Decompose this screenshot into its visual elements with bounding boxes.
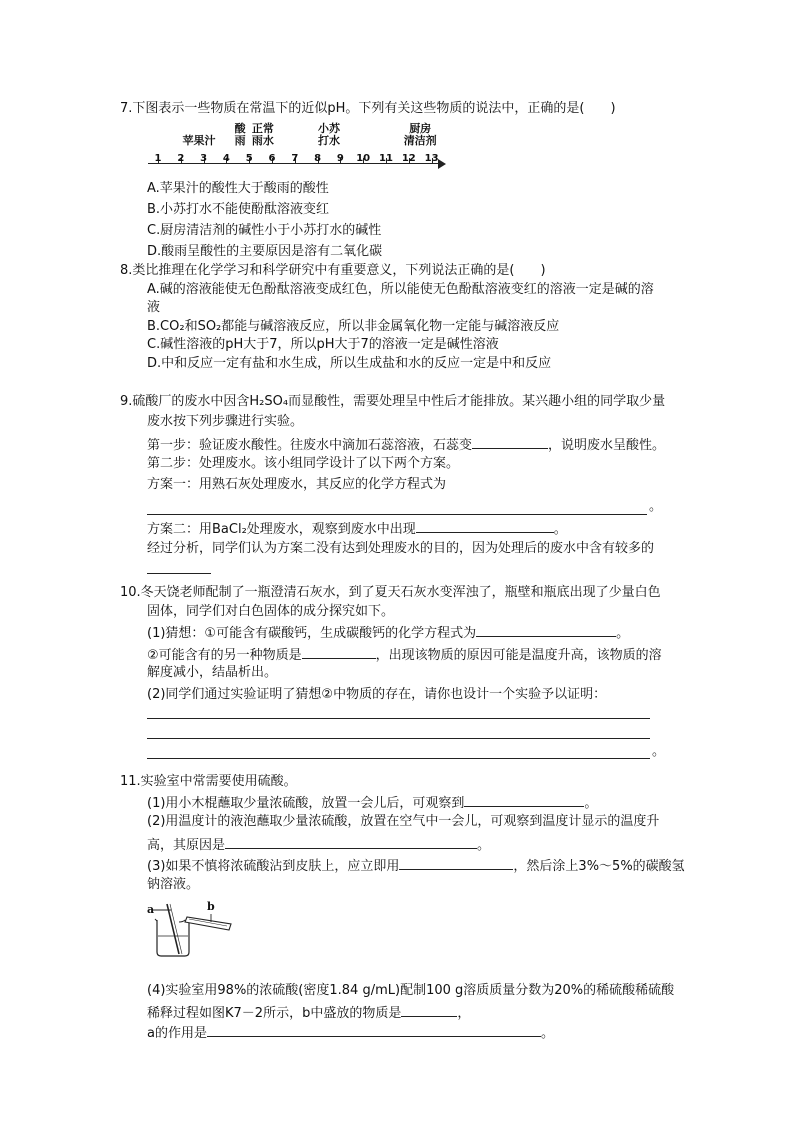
ph-number-2: 2 — [177, 153, 185, 164]
q10-line-1: 10.冬天饶老师配制了一瓶澄清石灰水，到了夏天石灰水变浑浊了，瓶壁和瓶底出现了少量白色 — [120, 585, 661, 600]
q10-answer-line-1[interactable] — [147, 718, 650, 719]
q7-option-a[interactable]: A.苹果汁的酸性大于酸雨的酸性 — [147, 181, 329, 196]
q11-part3-text: (3)如果不慎将浓硫酸沾到皮肤上，应立即用 — [147, 859, 400, 874]
q11-part2-text: 高，其原因是 — [147, 838, 226, 853]
q9-blank-observation[interactable] — [416, 518, 554, 533]
q9-blank-equation[interactable] — [147, 514, 647, 515]
ph-number-3: 3 — [200, 153, 208, 164]
q11-line-9 — [147, 1022, 554, 1043]
ph-number-12: 12 — [401, 153, 416, 164]
q10-guess2-text: ②可能含有的另一种物质是 — [147, 648, 302, 663]
beaker-icon — [157, 920, 189, 956]
q11-part1-end: 。 — [584, 796, 598, 811]
figure-label-b: b — [207, 900, 215, 913]
q9-plan2-end: 。 — [553, 522, 567, 537]
q9-line-4: 第二步：处理废水。该小组同学设计了以下两个方案。 — [147, 456, 460, 471]
dilution-figure — [145, 900, 245, 960]
ph-number-9: 9 — [336, 153, 344, 164]
q10-line-5: 解度减小，结晶析出。 — [147, 665, 278, 680]
q11-line-5 — [147, 855, 685, 876]
ph-label-3: 小苏 打水 — [318, 122, 340, 147]
ph-scale — [148, 120, 448, 168]
q10-guess1-text: (1)猜想：①可能含有碳酸钙，生成碳酸钙的化学方程式为 — [147, 626, 477, 641]
ph-label-2: 正常 雨水 — [251, 122, 274, 147]
q9-plan2-text: 方案二：用BaCl₂处理废水，观察到废水中出现 — [147, 522, 416, 537]
q11-part4-text: 稀释过程如图K7－2所示，b中盛放的物质是 — [147, 1006, 402, 1021]
ph-number-13: 13 — [424, 153, 439, 164]
q8-option-d[interactable]: D.中和反应一定有盐和水生成，所以生成盐和水的反应一定是中和反应 — [147, 356, 552, 371]
q9-blank-remaining[interactable] — [147, 573, 211, 574]
q9-line-2: 废水按下列步骤进行实验。 — [147, 414, 304, 429]
q9-step1-text: 第一步：验证废水酸性。往废水中滴加石蕊溶液，石蕊变 — [147, 438, 473, 453]
q11-part4-role-text: a的作用是 — [147, 1026, 207, 1041]
q9-line-7 — [147, 518, 567, 539]
q9-line-1: 9.硫酸厂的废水中因含H₂SO₄而显酸性，需要处理呈中性后才能排放。某兴趣小组的同学取少量 — [120, 394, 666, 409]
ph-number-1: 1 — [154, 153, 162, 164]
q9-blank-litmus-color[interactable] — [472, 434, 548, 449]
q7-option-c[interactable]: C.厨房清洁剂的碱性小于小苏打水的碱性 — [147, 223, 382, 238]
q11-part2-end: 。 — [477, 838, 491, 853]
ph-number-4: 4 — [222, 153, 230, 164]
q9-line-3 — [147, 434, 665, 455]
q10-answer-line-2[interactable] — [147, 738, 650, 739]
q9-line-8: 经过分析，同学们认为方案二没有达到处理废水的目的，因为处理后的废水中含有较多的 — [147, 541, 655, 556]
q11-line-8 — [147, 1002, 470, 1023]
q11-part4-comma: ， — [457, 1006, 471, 1021]
ph-number-8: 8 — [314, 153, 322, 164]
q11-part4-end: 。 — [540, 1026, 554, 1041]
q11-line-2 — [147, 792, 597, 813]
q11-line-4 — [147, 834, 490, 855]
q10-blank-substance[interactable] — [302, 644, 376, 659]
q11-part1-text: (1)用小木棍蘸取少量浓硫酸，放置一会儿后，可观察到 — [147, 796, 465, 811]
q8-option-b[interactable]: B.CO₂和SO₂都能与碱溶液反应，所以非金属氧化物一定能与碱溶液反应 — [147, 319, 560, 334]
q11-line-6: 钠溶液。 — [147, 877, 200, 892]
glass-rod-icon — [167, 904, 179, 954]
q11-blank-b-contents[interactable] — [401, 1002, 457, 1017]
ph-number-10: 10 — [356, 153, 371, 164]
q7-stem: 7.下图表示一些物质在常温下的近似pH。下列有关这些物质的说法中，正确的是( ) — [120, 101, 616, 116]
q11-line-7: (4)实验室用98%的浓硫酸(密度1.84 g/mL)配制100 g溶质质量分数为20%的稀硫酸稀硫酸 — [147, 983, 675, 998]
pour-stream — [179, 920, 185, 922]
q7-option-b[interactable]: B.小苏打水不能使酚酞溶液变红 — [147, 202, 330, 217]
q10-answer-line-3[interactable] — [147, 758, 650, 759]
flask-icon — [185, 917, 231, 930]
q11-blank-reason[interactable] — [225, 834, 477, 849]
q10-line-2: 固体，同学们对白色固体的成分探究如下。 — [147, 604, 395, 619]
ph-label-1: 酸 雨 — [234, 122, 246, 147]
q10-line-6: (2)同学们通过实验证明了猜想②中物质的存在，请你也设计一个实验予以证明： — [147, 687, 607, 702]
q10-blank-equation[interactable] — [476, 622, 616, 637]
ph-number-11: 11 — [379, 153, 393, 164]
q10-guess2-reason: ，出现该物质的原因可能是温度升高，该物质的溶 — [375, 648, 662, 663]
q8-option-a-cont: 液 — [147, 300, 161, 315]
q10-line-3 — [147, 622, 629, 643]
q11-line-3: (2)用温度计的液泡蘸取少量浓硫酸，放置在空气中一会儿，可观察到温度计显示的温度升 — [147, 814, 660, 829]
q8-option-a[interactable]: A.碱的溶液能使无色酚酞溶液变成红色，所以能使无色酚酞溶液变红的溶液一定是碱的溶 — [147, 282, 654, 297]
q9-step1-end: ，说明废水呈酸性。 — [548, 438, 666, 453]
glass-rod-edge — [170, 904, 182, 954]
ph-label-4: 厨房 清洁剂 — [403, 122, 437, 147]
q8-option-c[interactable]: C.碱性溶液的pH大于7，所以pH大于7的溶液一定是碱性溶液 — [147, 337, 499, 352]
q11-part3-continued: ，然后涂上3%～5%的碳酸氢 — [513, 859, 685, 874]
figure-label-a: a — [147, 903, 155, 916]
ph-label-0: 苹果汁 — [182, 134, 216, 147]
dilution-figure-drawing — [145, 900, 245, 960]
q11-line-1: 11.实验室中常需要使用硫酸。 — [120, 774, 297, 789]
q10-guess1-end: 。 — [616, 626, 630, 641]
q11-blank-observation[interactable] — [464, 792, 584, 807]
q11-blank-a-role[interactable] — [207, 1022, 541, 1037]
q9-line-6-end: 。 — [649, 499, 663, 514]
q7-option-d[interactable]: D.酸雨呈酸性的主要原因是溶有二氧化碳 — [147, 244, 383, 259]
q9-line-5: 方案一：用熟石灰处理废水，其反应的化学方程式为 — [147, 477, 447, 492]
q10-line-4 — [147, 644, 662, 665]
q11-blank-rinse[interactable] — [399, 855, 513, 870]
ph-number-7: 7 — [291, 153, 299, 164]
ph-number-5: 5 — [245, 153, 253, 164]
ph-number-6: 6 — [268, 153, 276, 164]
q8-stem: 8.类比推理在化学学习和科学研究中有重要意义，下列说法正确的是( ) — [120, 263, 546, 278]
q10-answer-end: 。 — [652, 744, 666, 759]
